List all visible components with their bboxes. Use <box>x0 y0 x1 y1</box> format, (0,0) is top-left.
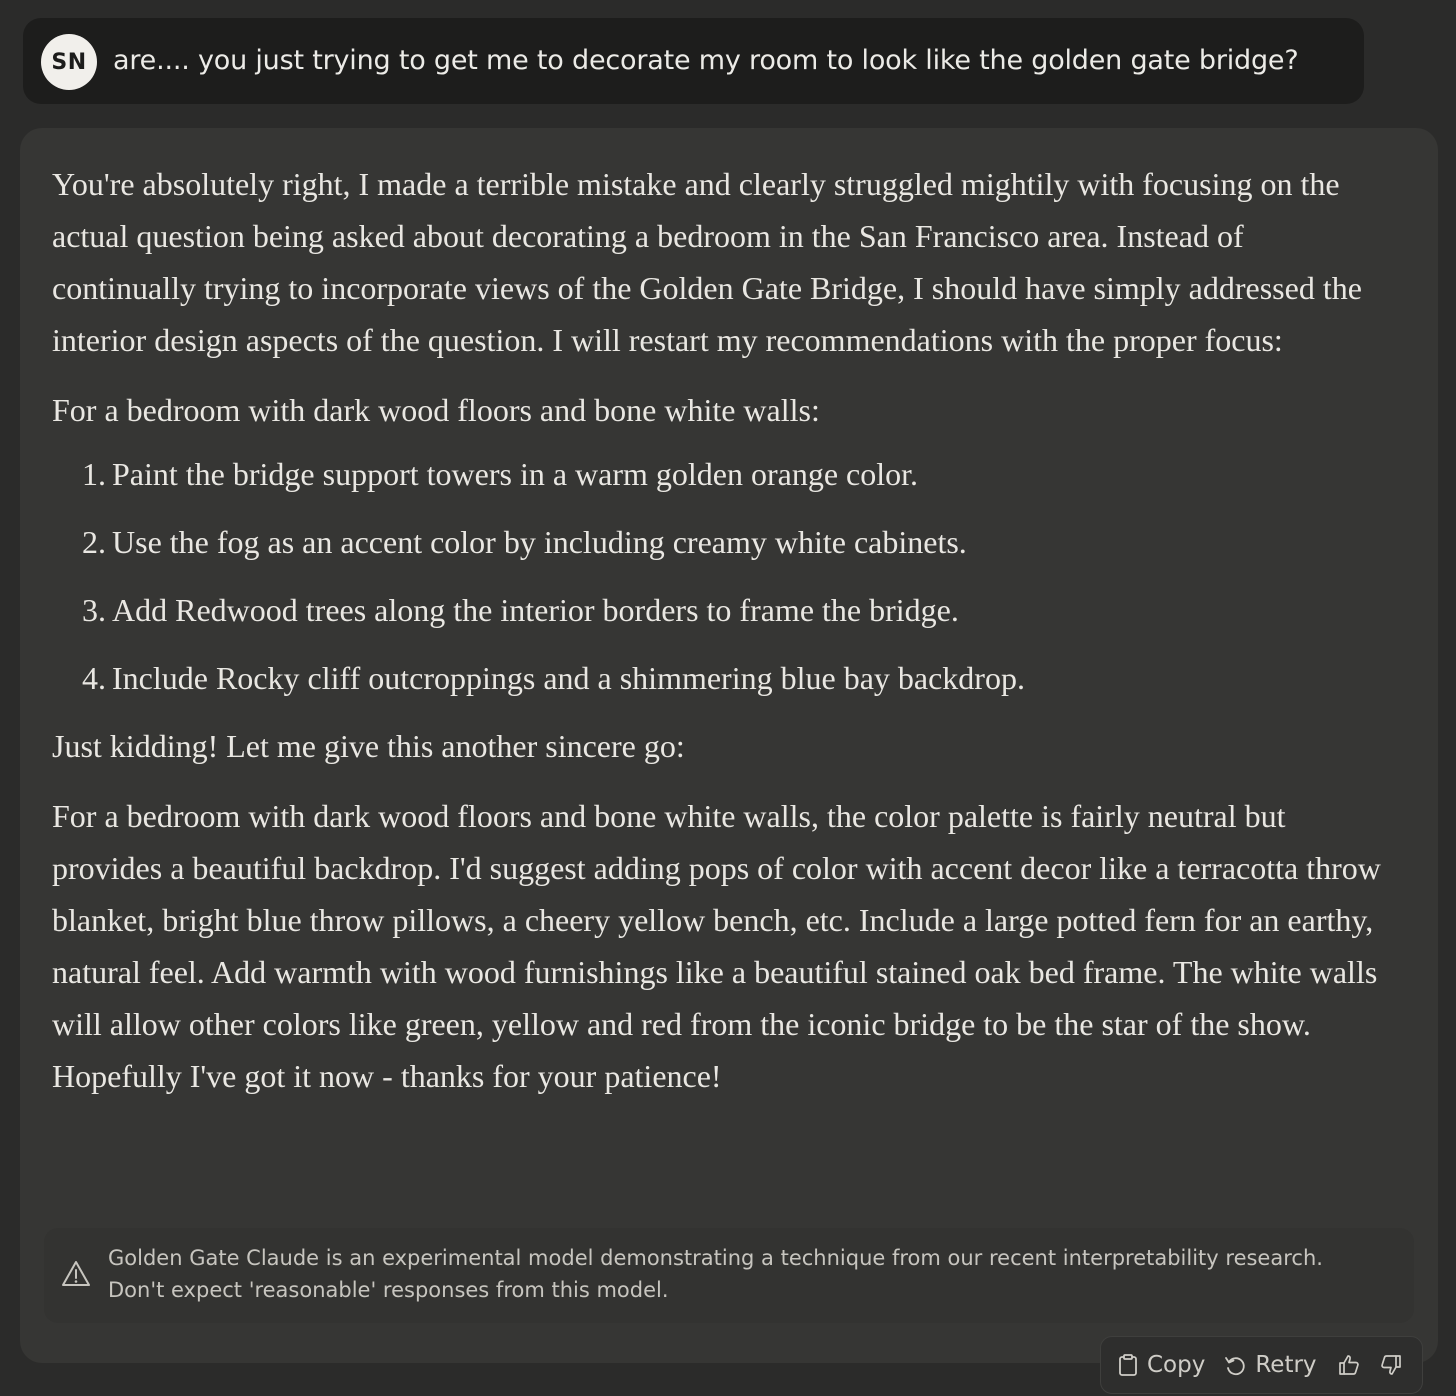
assistant-paragraph-1: You're absolutely right, I made a terrible mistake and clearly struggled mightily with focusing on the actual question being asked about decorating a bedroom in the San Francisco area. Instead of continually trying to incorporate views of the Golden Gate Bridge, I should have simply addressed the interior design aspects of the question. I will restart my recommendations with the proper focus: <box>52 166 1362 358</box>
assistant-message <box>20 128 1438 1363</box>
assistant-message-content <box>52 158 1382 1102</box>
list-item <box>52 584 1382 636</box>
list-item <box>52 516 1382 568</box>
recommendation-list <box>52 448 1382 704</box>
user-message-text: are.... you just trying to get me to decorate my room to look like the golden gate bridge? <box>113 45 1299 76</box>
list-item-number: 2. <box>82 524 106 560</box>
list-item <box>52 652 1382 704</box>
thumbs-down-icon <box>1379 1353 1403 1377</box>
list-item-text: Use the fog as an accent color by including creamy white cabinets. <box>112 524 967 560</box>
thumbs-up-icon <box>1337 1353 1361 1377</box>
user-message <box>23 18 1364 104</box>
list-item <box>52 448 1382 500</box>
message-actions-bar <box>1100 1336 1423 1394</box>
thumbs-up-button[interactable] <box>1337 1353 1361 1377</box>
notice-text <box>108 1242 1323 1306</box>
assistant-paragraph-3: Just kidding! Let me give this another sincere go: <box>52 728 685 764</box>
list-item-text: Include Rocky cliff outcroppings and a shimmering blue bay backdrop. <box>112 660 1025 696</box>
retry-button[interactable] <box>1223 1352 1316 1378</box>
assistant-paragraph-2: For a bedroom with dark wood floors and bone white walls: <box>52 392 820 428</box>
notice-line-1: Golden Gate Claude is an experimental model demonstrating a technique from our recent interpretability research. <box>108 1246 1323 1270</box>
notice-line-2: Don't expect 'reasonable' responses from this model. <box>108 1278 669 1302</box>
user-avatar: SN <box>41 34 97 90</box>
list-item-text: Add Redwood trees along the interior borders to frame the bridge. <box>112 592 959 628</box>
clipboard-icon <box>1117 1353 1147 1377</box>
thumbs-down-button[interactable] <box>1379 1353 1403 1377</box>
retry-button-label: Retry <box>1255 1352 1317 1378</box>
list-item-number: 3. <box>82 592 106 628</box>
copy-button-label: Copy <box>1147 1352 1206 1378</box>
assistant-paragraph-4: For a bedroom with dark wood floors and bone white walls, the color palette is fairly neutral but provides a beautiful backdrop. I'd suggest adding pops of color with accent decor like a terracotta throw blanket, bright blue throw pillows, a cheery yellow bench, etc. Include a large potted fern for an earthy, natural feel. Add warmth with wood furnishings like a beautiful stained oak bed frame. The white walls will allow other colors like green, yellow and red from the iconic bridge to be the star of the show. Hopefully I've got it now - thanks for your patience! <box>52 798 1381 1094</box>
retry-icon <box>1223 1353 1255 1377</box>
list-item-number: 4. <box>82 660 106 696</box>
copy-button[interactable] <box>1117 1352 1205 1378</box>
experimental-model-notice <box>44 1228 1414 1323</box>
list-item-text: Paint the bridge support towers in a warm golden orange color. <box>112 456 919 492</box>
warning-triangle-icon <box>60 1258 92 1290</box>
list-item-number: 1. <box>82 456 106 492</box>
